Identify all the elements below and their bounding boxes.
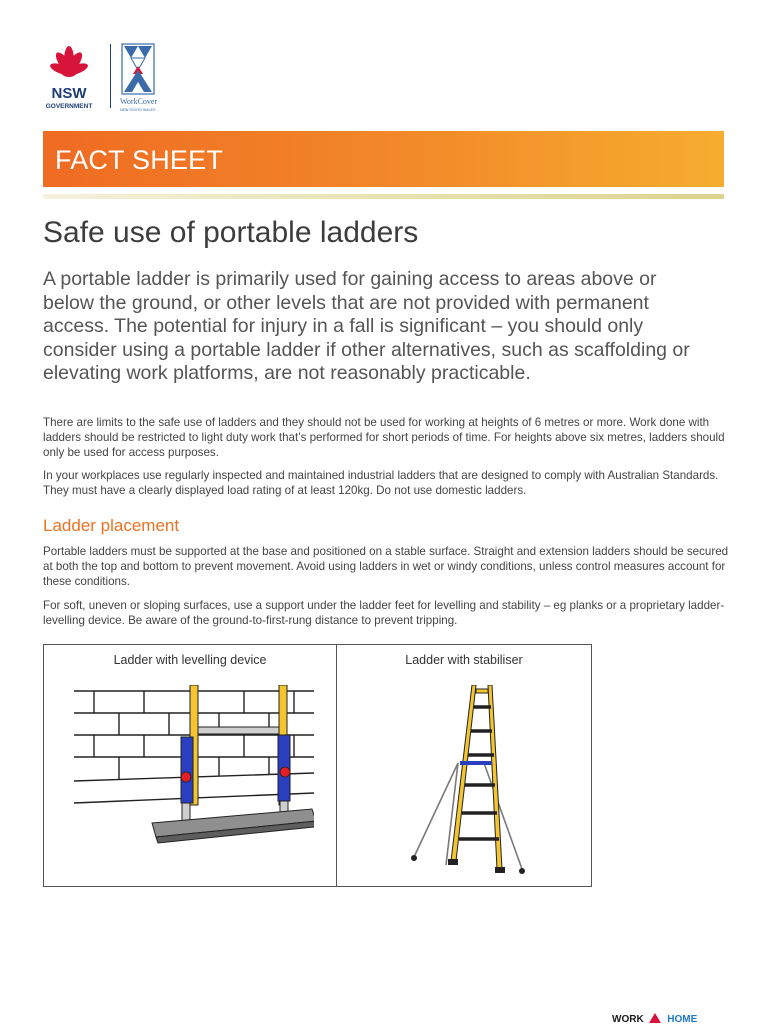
workcover-emblem-icon <box>122 44 154 94</box>
fact-sheet-banner <box>43 131 724 187</box>
svg-text:NSW: NSW <box>51 85 87 102</box>
body-paragraph: In your workplaces use regularly inspected and maintained industrial ladders that are designed to comply with Australian Standards. They must have a clearly displayed load rating of at least 120kg. Do not use domestic ladders. <box>43 469 719 497</box>
footer-brand-home: HOME <box>667 1014 698 1025</box>
ladder-levelling-device-illustration <box>74 685 314 875</box>
ladder-feet <box>411 855 525 874</box>
svg-text:GOVERNMENT: GOVERNMENT <box>45 103 93 110</box>
body-paragraph: For soft, uneven or sloping surfaces, use a support under the ladder feet for levelling and stability – eg planks or a proprietary ladder-levelling device. Be aware of the ground-to-first-rung distance to prevent tripping. <box>43 599 725 627</box>
svg-text:NEW SOUTH WALES: NEW SOUTH WALES <box>120 108 156 112</box>
figure-caption-stabiliser: Ladder with stabiliser <box>405 653 523 667</box>
footer-brand <box>612 1013 697 1027</box>
ladder-stabiliser-illustration <box>404 685 534 881</box>
svg-text:WorkCover: WorkCover <box>120 97 158 106</box>
workcover-logo <box>118 42 176 114</box>
stabiliser-legs <box>414 763 522 869</box>
body-paragraph: There are limits to the safe use of ladders and they should not be used for working at heights of 6 metres or more. Work done with ladders should be restricted to light duty work that’s performed for short periods of time. For heights above six metres, ladders should only be used for access purposes. <box>43 416 725 459</box>
brand-divider-icon <box>649 1013 661 1023</box>
ladder-rails-stabiliser <box>451 685 502 869</box>
ladder-figure <box>43 644 592 887</box>
waratah-icon <box>49 46 90 78</box>
nsw-government-logo <box>36 40 102 112</box>
figure-divider <box>336 645 337 886</box>
banner-title: FACT SHEET <box>55 145 224 175</box>
logo-divider <box>110 44 111 108</box>
banner-underline <box>43 194 724 199</box>
section-heading: Ladder placement <box>43 516 180 535</box>
figure-caption-levelling: Ladder with levelling device <box>113 653 267 667</box>
footer-brand-work: WORK <box>612 1014 644 1025</box>
ladder-rails <box>190 685 287 805</box>
intro-paragraph: A portable ladder is primarily used for gaining access to areas above or below the ground, or other levels that are not provided with permanent access. The potential for injury in a fall is significant – you should only consider using a portable ladder if other alternatives, such as scaffolding or elevating work platforms, are not reasonably practicable. <box>43 268 690 384</box>
stabiliser-bracket <box>460 761 492 765</box>
page-title: Safe use of portable ladders <box>43 216 419 249</box>
body-paragraph: Portable ladders must be supported at the base and positioned on a stable surface. Straight and extension ladders should be secured at both the top and bottom to prevent movement. Avoid using ladders in wet or windy conditions, unless control measures account for these conditions. <box>43 545 729 588</box>
ground-plank <box>152 809 314 843</box>
